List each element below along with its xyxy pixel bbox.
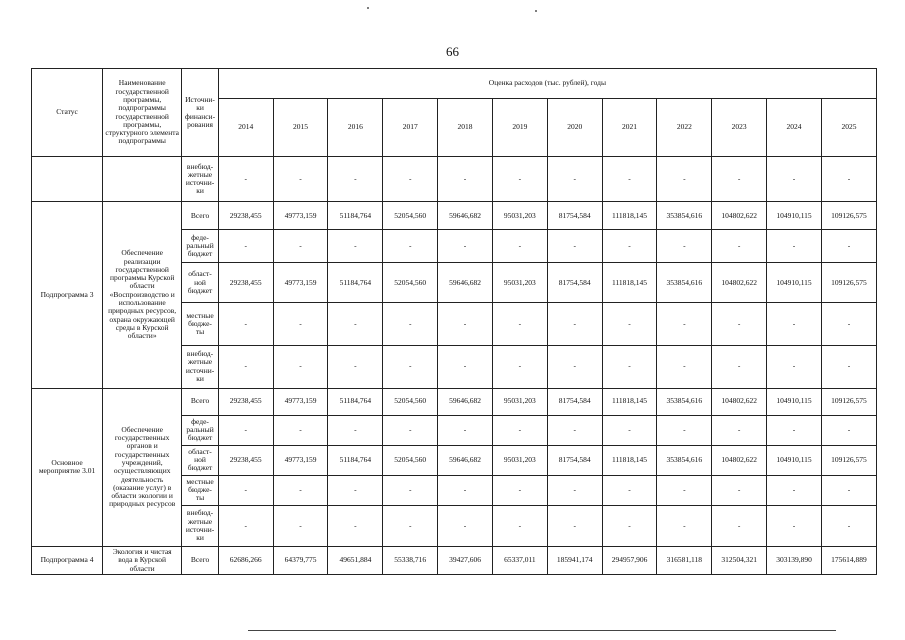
value-cell: - <box>657 157 712 202</box>
value-cell: 111818,145 <box>602 202 657 230</box>
value-cell: 51184,764 <box>328 202 383 230</box>
source-header: Источни-ки финанси-рования <box>182 69 219 157</box>
value-cell: - <box>328 505 383 546</box>
value-cell: - <box>383 415 438 445</box>
value-cell: 104910,115 <box>767 263 822 303</box>
source-cell: област-ной бюджет <box>182 445 219 475</box>
value-cell: - <box>383 303 438 345</box>
value-cell: - <box>492 230 547 263</box>
value-cell: - <box>273 303 328 345</box>
value-cell: 104802,622 <box>712 263 767 303</box>
table-row <box>32 157 877 202</box>
header-row <box>32 69 877 99</box>
value-cell: 303139,890 <box>767 546 822 574</box>
value-cell: 316581,118 <box>657 546 712 574</box>
value-cell: - <box>492 415 547 445</box>
value-cell: - <box>273 505 328 546</box>
value-cell: 49773,159 <box>273 445 328 475</box>
value-cell: - <box>712 415 767 445</box>
value-cell: - <box>602 415 657 445</box>
value-cell: 109126,575 <box>821 388 876 415</box>
status-cell: Основное мероприятие 3.01 <box>32 388 103 546</box>
year-header: 2014 <box>218 99 273 157</box>
name-cell: Обеспечение реализации государственной программы Курской области «Воспроизводство и использование природных ресурсов, охрана окружающей среды в Курской области» <box>103 202 182 388</box>
value-cell: 353854,616 <box>657 263 712 303</box>
year-header: 2025 <box>821 99 876 157</box>
value-cell: 29238,455 <box>218 388 273 415</box>
status-cell: Подпрограмма 3 <box>32 202 103 388</box>
value-cell: 59646,682 <box>438 263 493 303</box>
value-cell: 51184,764 <box>328 263 383 303</box>
value-cell: - <box>438 157 493 202</box>
estimate-header: Оценка расходов (тыс. рублей), годы <box>218 69 876 99</box>
value-cell: - <box>657 303 712 345</box>
status-cell: Подпрограмма 4 <box>32 546 103 574</box>
value-cell: - <box>273 415 328 445</box>
value-cell: 81754,584 <box>547 445 602 475</box>
source-cell: местные бюдже-ты <box>182 303 219 345</box>
value-cell: - <box>767 230 822 263</box>
value-cell: - <box>328 415 383 445</box>
value-cell: - <box>602 345 657 388</box>
value-cell: 353854,616 <box>657 202 712 230</box>
value-cell: - <box>821 230 876 263</box>
status-header: Статус <box>32 69 103 157</box>
value-cell: 185941,174 <box>547 546 602 574</box>
value-cell: - <box>328 230 383 263</box>
value-cell: - <box>492 475 547 505</box>
value-cell: 109126,575 <box>821 202 876 230</box>
value-cell: 81754,584 <box>547 202 602 230</box>
value-cell: 81754,584 <box>547 263 602 303</box>
value-cell: 95031,203 <box>492 263 547 303</box>
year-header: 2021 <box>602 99 657 157</box>
value-cell: - <box>492 157 547 202</box>
value-cell: - <box>602 505 657 546</box>
value-cell: 95031,203 <box>492 388 547 415</box>
value-cell: - <box>821 303 876 345</box>
value-cell: 62686,266 <box>218 546 273 574</box>
value-cell: - <box>602 475 657 505</box>
value-cell: 312504,321 <box>712 546 767 574</box>
value-cell: 111818,145 <box>602 445 657 475</box>
value-cell: - <box>767 345 822 388</box>
source-cell: внебюд-жетные источни-ки <box>182 345 219 388</box>
value-cell: 55338,716 <box>383 546 438 574</box>
value-cell: 59646,682 <box>438 445 493 475</box>
value-cell: - <box>547 475 602 505</box>
value-cell: - <box>712 505 767 546</box>
source-cell: внебюд-жетные источни-ки <box>182 157 219 202</box>
scan-speck <box>367 7 369 9</box>
value-cell: 111818,145 <box>602 263 657 303</box>
value-cell: - <box>328 157 383 202</box>
value-cell: - <box>657 345 712 388</box>
value-cell: - <box>712 230 767 263</box>
value-cell: 59646,682 <box>438 388 493 415</box>
value-cell: - <box>383 157 438 202</box>
name-cell: Обеспечение государственных органов и государственных учреждений, осуществляющих деятельность (оказание услуг) в области экологии и природных ресурсов <box>103 388 182 546</box>
value-cell: 49651,884 <box>328 546 383 574</box>
value-cell: - <box>712 475 767 505</box>
value-cell: - <box>328 345 383 388</box>
value-cell: - <box>438 505 493 546</box>
year-header: 2022 <box>657 99 712 157</box>
value-cell: - <box>383 475 438 505</box>
value-cell: 111818,145 <box>602 388 657 415</box>
value-cell: 104910,115 <box>767 202 822 230</box>
value-cell: - <box>547 157 602 202</box>
value-cell: 65337,011 <box>492 546 547 574</box>
value-cell: - <box>218 505 273 546</box>
year-header: 2019 <box>492 99 547 157</box>
value-cell: 52054,560 <box>383 263 438 303</box>
source-cell: внебюд-жетные источни-ки <box>182 505 219 546</box>
source-cell: местные бюдже-ты <box>182 475 219 505</box>
value-cell: 104910,115 <box>767 388 822 415</box>
value-cell: 104802,622 <box>712 388 767 415</box>
value-cell: 49773,159 <box>273 202 328 230</box>
value-cell: - <box>767 303 822 345</box>
value-cell: - <box>602 157 657 202</box>
value-cell: 52054,560 <box>383 202 438 230</box>
value-cell: - <box>547 230 602 263</box>
year-header: 2020 <box>547 99 602 157</box>
value-cell: - <box>438 345 493 388</box>
value-cell: 29238,455 <box>218 202 273 230</box>
value-cell: - <box>821 345 876 388</box>
value-cell: - <box>821 505 876 546</box>
value-cell: - <box>273 345 328 388</box>
value-cell: - <box>328 303 383 345</box>
value-cell: - <box>712 157 767 202</box>
value-cell: - <box>492 505 547 546</box>
value-cell: - <box>657 505 712 546</box>
value-cell: 95031,203 <box>492 202 547 230</box>
value-cell: - <box>383 230 438 263</box>
value-cell: 52054,560 <box>383 388 438 415</box>
value-cell: - <box>657 475 712 505</box>
value-cell: 51184,764 <box>328 388 383 415</box>
value-cell: - <box>657 230 712 263</box>
value-cell: 175614,889 <box>821 546 876 574</box>
value-cell: - <box>492 303 547 345</box>
scan-edge-line <box>248 630 836 631</box>
value-cell: 104910,115 <box>767 445 822 475</box>
value-cell: - <box>218 230 273 263</box>
value-cell: - <box>547 303 602 345</box>
source-cell: феде-ральный бюджет <box>182 415 219 445</box>
value-cell: 294957,906 <box>602 546 657 574</box>
source-cell: Всего <box>182 202 219 230</box>
value-cell: - <box>218 157 273 202</box>
value-cell: 104802,622 <box>712 445 767 475</box>
value-cell: 59646,682 <box>438 202 493 230</box>
year-header: 2024 <box>767 99 822 157</box>
value-cell: - <box>328 475 383 505</box>
value-cell: - <box>602 303 657 345</box>
value-cell: - <box>547 415 602 445</box>
value-cell: - <box>712 345 767 388</box>
value-cell: 109126,575 <box>821 445 876 475</box>
value-cell: - <box>383 345 438 388</box>
value-cell: - <box>657 415 712 445</box>
value-cell: - <box>767 475 822 505</box>
year-header: 2018 <box>438 99 493 157</box>
value-cell: - <box>273 157 328 202</box>
status-cell-empty <box>32 157 103 202</box>
name-cell: Экология и чистая вода в Курской области <box>103 546 182 574</box>
value-cell: - <box>821 475 876 505</box>
value-cell: 95031,203 <box>492 445 547 475</box>
value-cell: - <box>767 157 822 202</box>
value-cell: 109126,575 <box>821 263 876 303</box>
value-cell: - <box>602 230 657 263</box>
value-cell: - <box>438 415 493 445</box>
budget-table <box>31 68 877 575</box>
value-cell: - <box>438 475 493 505</box>
source-cell: Всего <box>182 546 219 574</box>
value-cell: 29238,455 <box>218 445 273 475</box>
value-cell: - <box>547 345 602 388</box>
value-cell: - <box>218 415 273 445</box>
value-cell: - <box>383 505 438 546</box>
value-cell: 353854,616 <box>657 445 712 475</box>
name-header: Наименование государственной программы, подпрограммы государственной программы, структурного элемента подпрограммы <box>103 69 182 157</box>
value-cell: 104802,622 <box>712 202 767 230</box>
value-cell: - <box>767 505 822 546</box>
value-cell: - <box>438 303 493 345</box>
value-cell: 64379,775 <box>273 546 328 574</box>
value-cell: - <box>438 230 493 263</box>
year-header: 2015 <box>273 99 328 157</box>
year-header: 2023 <box>712 99 767 157</box>
value-cell: - <box>273 230 328 263</box>
value-cell: - <box>547 505 602 546</box>
source-cell: феде-ральный бюджет <box>182 230 219 263</box>
table-row <box>32 388 877 415</box>
value-cell: - <box>712 303 767 345</box>
value-cell: 81754,584 <box>547 388 602 415</box>
table-row <box>32 202 877 230</box>
value-cell: 29238,455 <box>218 263 273 303</box>
name-cell-empty <box>103 157 182 202</box>
value-cell: 49773,159 <box>273 263 328 303</box>
source-cell: Всего <box>182 388 219 415</box>
value-cell: - <box>218 303 273 345</box>
scan-speck <box>535 10 537 12</box>
source-cell: област-ной бюджет <box>182 263 219 303</box>
year-header: 2016 <box>328 99 383 157</box>
value-cell: 49773,159 <box>273 388 328 415</box>
value-cell: 51184,764 <box>328 445 383 475</box>
value-cell: - <box>492 345 547 388</box>
value-cell: - <box>273 475 328 505</box>
year-header: 2017 <box>383 99 438 157</box>
value-cell: 353854,616 <box>657 388 712 415</box>
value-cell: - <box>218 345 273 388</box>
value-cell: - <box>218 475 273 505</box>
table-row <box>32 546 877 574</box>
value-cell: 39427,606 <box>438 546 493 574</box>
value-cell: - <box>821 157 876 202</box>
value-cell: 52054,560 <box>383 445 438 475</box>
page-number: 66 <box>446 44 459 59</box>
value-cell: - <box>767 415 822 445</box>
value-cell: - <box>821 415 876 445</box>
